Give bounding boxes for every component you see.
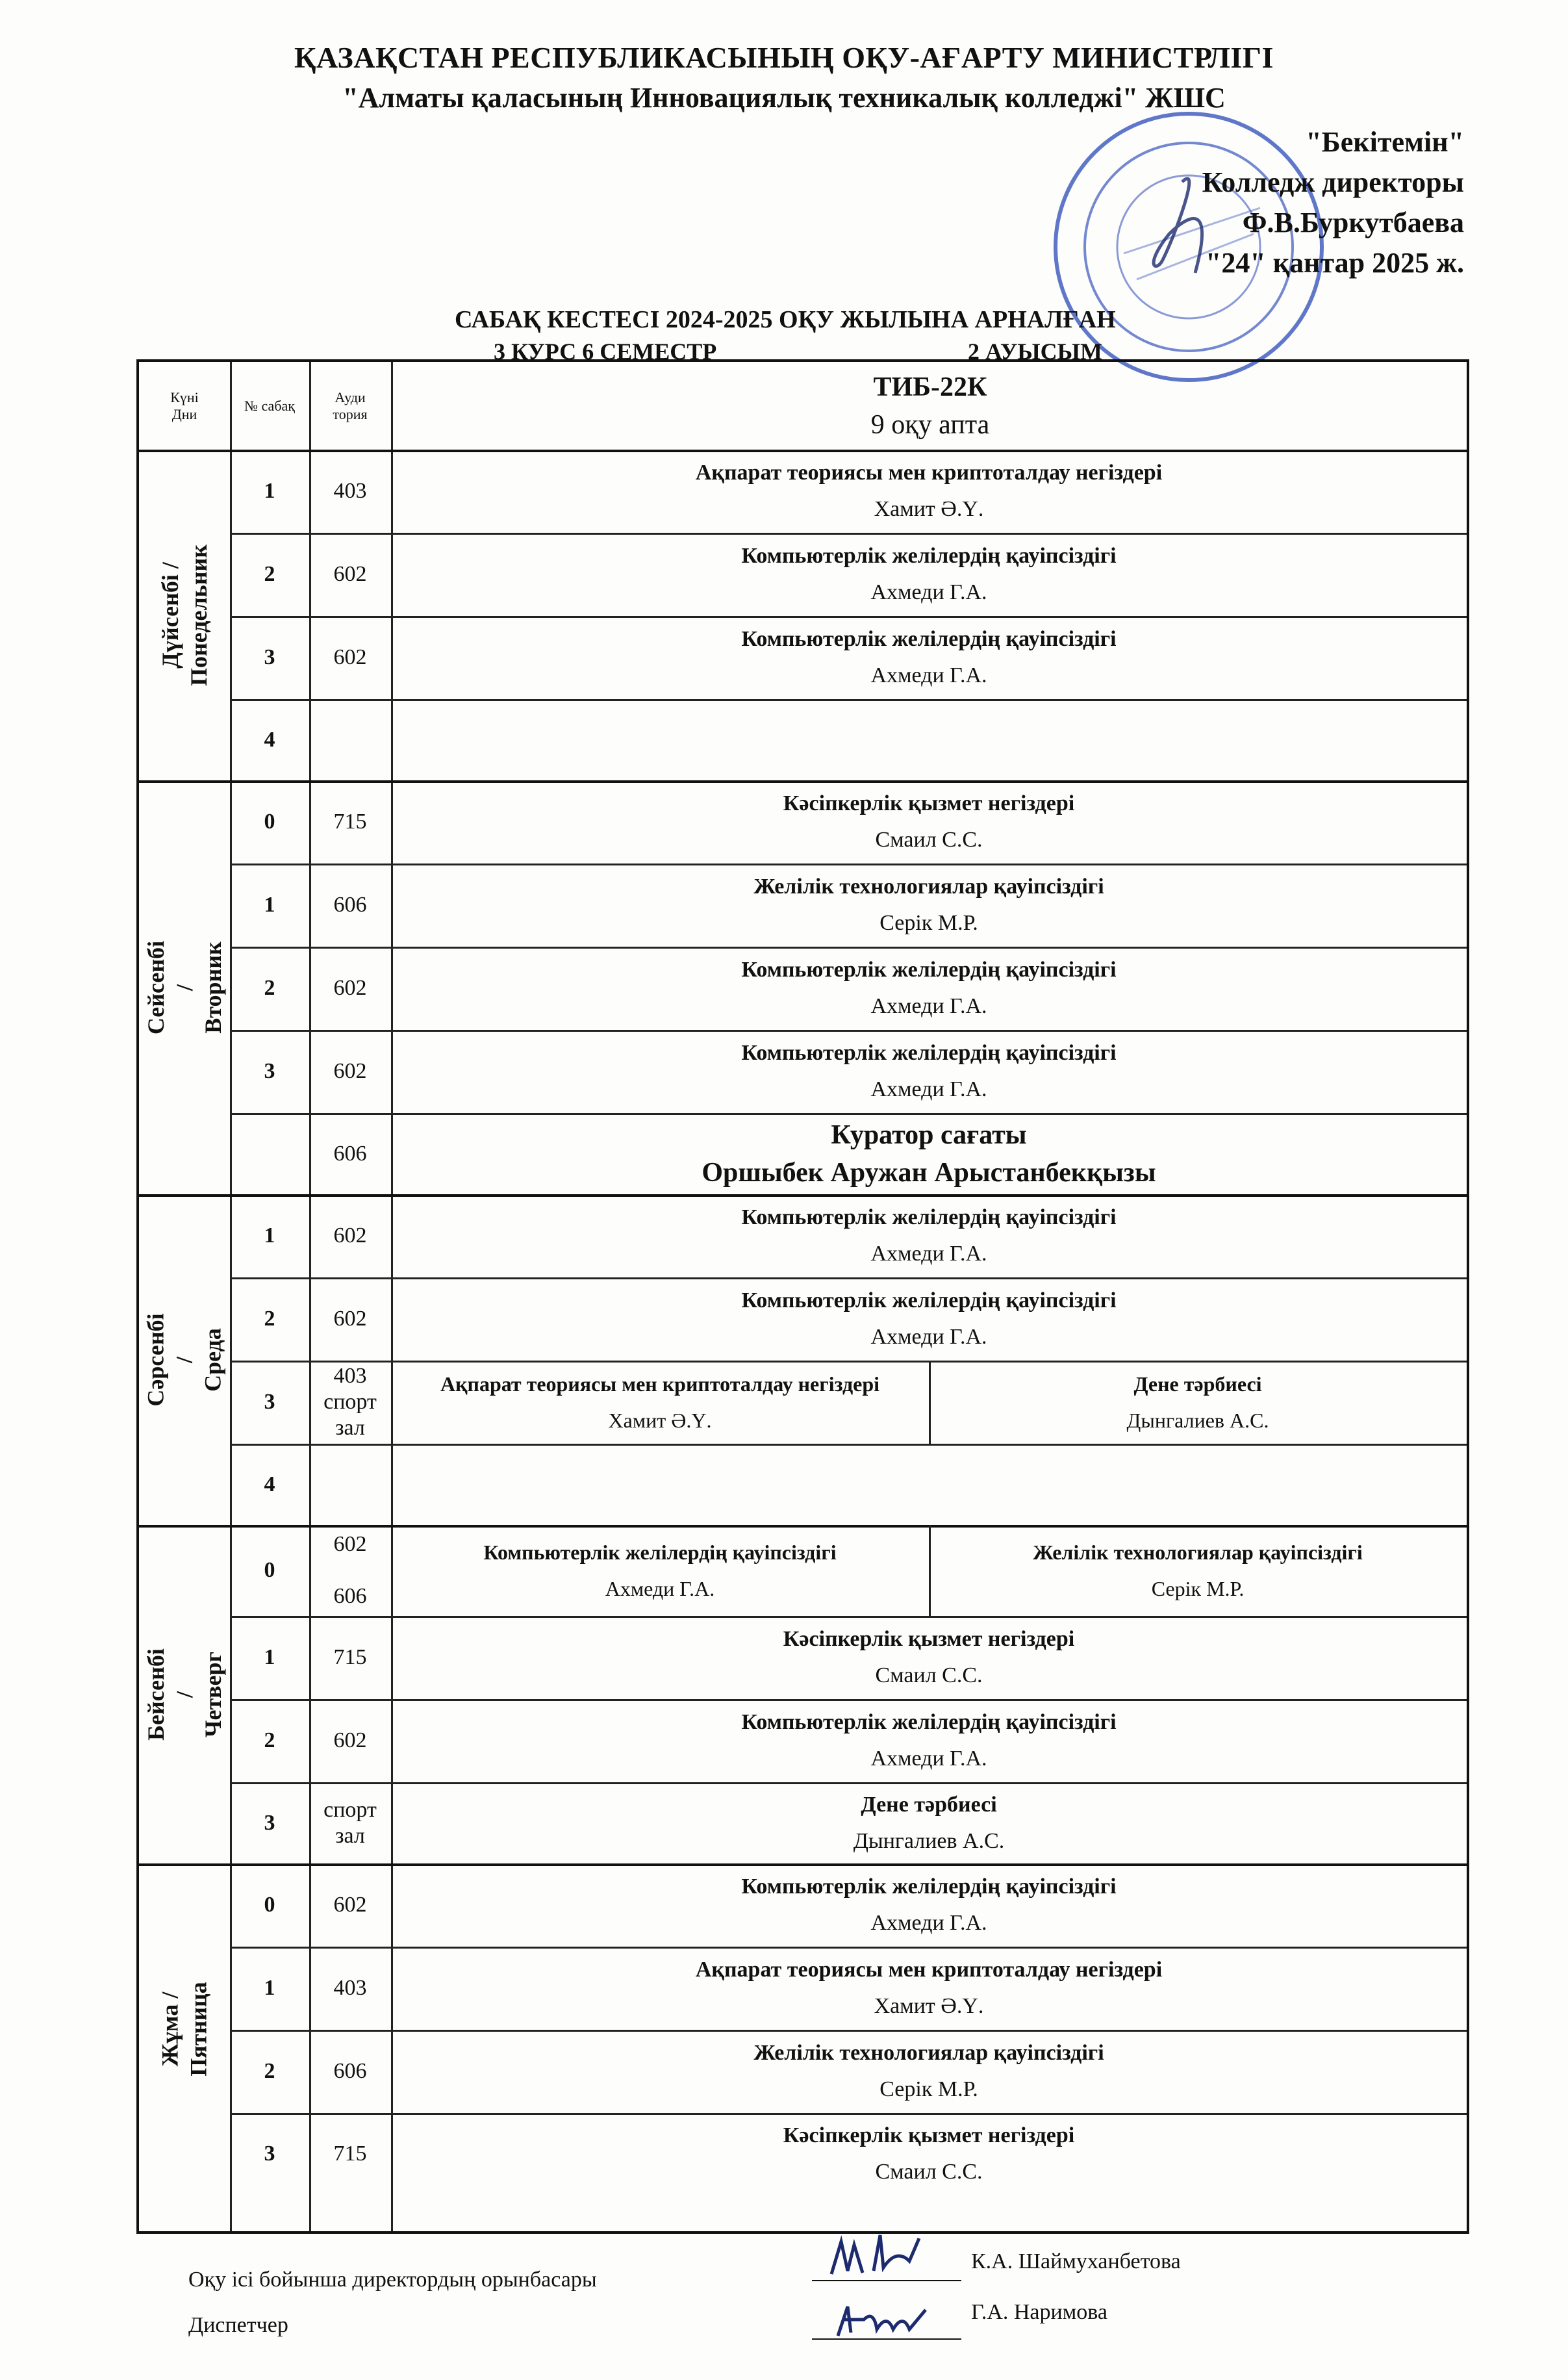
room-number: 715 xyxy=(333,2141,367,2166)
teacher-name: Хамит Ә.Ү. xyxy=(874,497,984,521)
subject-name: Компьютерлік желілердің қауіпсіздігі xyxy=(741,1710,1117,1734)
lesson-number xyxy=(230,1113,309,1194)
lesson-number: 2 xyxy=(264,1307,275,1331)
room-number: 606 xyxy=(333,893,367,917)
lesson-cell xyxy=(391,1361,929,1444)
approval-date: "24" қантар 2025 ж. xyxy=(1205,247,1464,279)
teacher-name: Хамит Ә.Ү. xyxy=(608,1409,712,1432)
teacher-name: Дынгалиев А.С. xyxy=(1126,1409,1269,1432)
lesson-cell xyxy=(391,1194,1467,1277)
subject-name: Дене тәрбиесі xyxy=(861,1792,997,1817)
college-title: "Алматы қаласының Инновациялық техникалық колледжі" ЖШС xyxy=(342,82,1226,114)
day-name xyxy=(139,1863,230,2194)
room-number: 403 xyxy=(333,1976,367,2000)
lesson-cell xyxy=(391,1947,1467,2030)
lesson-number: 1 xyxy=(264,1645,275,1669)
week-number: 9 оқу апта xyxy=(870,409,990,440)
subject-name: Компьютерлік желілердің қауіпсіздігі xyxy=(741,544,1117,568)
lesson-number: 1 xyxy=(264,1223,275,1248)
subject-name: Компьютерлік желілердің қауіпсіздігі xyxy=(741,1041,1117,1065)
lesson-cell xyxy=(929,1361,1467,1444)
day-label: Сәрсенбі / Среда xyxy=(143,1312,227,1407)
teacher-name: Ахмеди Г.А. xyxy=(870,1325,987,1349)
lesson-cell xyxy=(929,1525,1467,1616)
deputy-name: К.А. Шаймуханбетова xyxy=(971,2249,1181,2273)
room-number: 602 xyxy=(333,976,367,1000)
subject-name: Дене тәрбиесі xyxy=(1133,1372,1262,1396)
subject-name: Компьютерлік желілердің қауіпсіздігі xyxy=(741,1288,1117,1312)
lesson-cell xyxy=(391,780,1467,864)
day-label: Бейсенбі / Четверг xyxy=(143,1648,227,1741)
lesson-number: 2 xyxy=(264,1728,275,1752)
subject-name: Ақпарат теориясы мен криптоталдау негіздері xyxy=(695,1958,1163,1982)
room-number: 602 xyxy=(333,562,367,586)
lesson-cell xyxy=(391,2030,1467,2113)
lesson-cell xyxy=(391,616,1467,699)
lesson-number: 3 xyxy=(264,1059,275,1083)
subject-name: Желілік технологиялар қауіпсіздігі xyxy=(753,2041,1104,2065)
subject-name: Кәсіпкерлік қызмет негіздері xyxy=(783,791,1075,815)
subject-name: Компьютерлік желілердің қауіпсіздігі xyxy=(741,1875,1117,1899)
dispatcher-name: Г.А. Наримова xyxy=(971,2300,1107,2324)
lesson-cell xyxy=(391,533,1467,616)
lesson-cell xyxy=(391,2113,1467,2194)
lesson-number: 0 xyxy=(264,1893,275,1917)
lesson-number: 3 xyxy=(264,2141,275,2166)
room-number: 602 606 xyxy=(333,1532,367,1608)
day-label: Сейсенбі / Вторник xyxy=(143,940,226,1034)
lesson-cell xyxy=(391,1444,1467,1525)
day-label: Дүйсенбі / Понедельник xyxy=(157,544,212,686)
teacher-name: Ахмеди Г.А. xyxy=(870,580,987,604)
lesson-number: 1 xyxy=(264,893,275,917)
teacher-name: Ахмеди Г.А. xyxy=(870,1747,987,1771)
teacher-name: Серік М.Р. xyxy=(1151,1577,1245,1600)
lesson-cell xyxy=(391,1277,1467,1361)
room-number: 403 xyxy=(333,479,367,503)
teacher-name: Хамит Ә.Ү. xyxy=(874,1994,984,2018)
lesson-cell xyxy=(391,947,1467,1030)
room-number: спорт зал xyxy=(323,1797,377,1848)
room-number: 602 xyxy=(333,1893,367,1917)
teacher-name: Ахмеди Г.А. xyxy=(870,1911,987,1935)
lesson-cell xyxy=(391,1030,1467,1113)
teacher-name: Оршыбек Аружан Арыстанбекқызы xyxy=(702,1157,1156,1188)
subject-name: Желілік технологиялар қауіпсіздігі xyxy=(753,875,1104,899)
subject-name: Компьютерлік желілердің қауіпсіздігі xyxy=(741,1205,1117,1229)
room-number: 403 спорт зал xyxy=(323,1364,377,1440)
subject-name: Компьютерлік желілердің қауіпсіздігі xyxy=(741,958,1117,982)
room-number: 602 xyxy=(333,1307,367,1331)
room-number: 602 xyxy=(333,1059,367,1083)
teacher-name: Серік М.Р. xyxy=(879,911,978,935)
subject-name: Ақпарат теориясы мен криптоталдау негіздері xyxy=(440,1372,880,1396)
room-number: 602 xyxy=(333,1223,367,1248)
shift-label: 2 АУЫСЫМ xyxy=(968,339,1102,365)
lesson-cell xyxy=(391,864,1467,947)
course-semester: 3 КУРС 6 СЕМЕСТР xyxy=(494,339,717,365)
teacher-name: Смаил С.С. xyxy=(875,828,983,852)
subject-name: Куратор сағаты xyxy=(831,1120,1027,1150)
header-lesson-number: № сабақ xyxy=(244,397,295,414)
lesson-cell xyxy=(391,1863,1467,1947)
room-number: 715 xyxy=(333,1645,367,1669)
room-number: 715 xyxy=(333,810,367,834)
subject-name: Ақпарат теориясы мен криптоталдау негіздері xyxy=(695,461,1163,485)
approval-director-name: Ф.В.Буркутбаева xyxy=(1242,207,1464,238)
subject-name: Компьютерлік желілердің қауіпсіздігі xyxy=(741,627,1117,651)
room-number: 606 xyxy=(333,1141,367,1166)
room-number xyxy=(309,1444,391,1525)
teacher-name: Ахмеди Г.А. xyxy=(870,1242,987,1266)
lesson-number: 4 xyxy=(264,727,275,752)
lesson-number: 4 xyxy=(264,1472,275,1496)
dispatcher-signature-icon xyxy=(812,2284,968,2355)
teacher-name: Смаил С.С. xyxy=(875,2159,983,2184)
day-name xyxy=(139,780,230,1194)
teacher-name: Смаил С.С. xyxy=(875,1663,983,1687)
teacher-name: Ахмеди Г.А. xyxy=(870,1077,987,1101)
lesson-number: 2 xyxy=(264,976,275,1000)
subject-name: Кәсіпкерлік қызмет негіздері xyxy=(783,1627,1075,1651)
room-number: 602 xyxy=(333,1728,367,1752)
lesson-cell xyxy=(391,1699,1467,1782)
lesson-cell xyxy=(391,1113,1467,1194)
room-number: 602 xyxy=(333,645,367,669)
group-name: ТИБ-22К xyxy=(873,372,987,402)
day-name xyxy=(139,450,230,780)
lesson-number: 3 xyxy=(264,1390,275,1414)
schedule-table xyxy=(136,359,1469,2234)
dispatcher-title: Диспетчер xyxy=(188,2313,288,2337)
day-label: Жұма / Пятница xyxy=(157,1981,212,2077)
schedule-title: САБАҚ КЕСТЕСІ 2024-2025 ОҚУ ЖЫЛЫНА АРНАЛҒАН xyxy=(455,306,1116,333)
lesson-number: 2 xyxy=(264,2059,275,2083)
deputy-title: Оқу ісі бойынша директордың орынбасары xyxy=(188,2268,597,2292)
lesson-number: 3 xyxy=(264,1810,275,1835)
lesson-number: 3 xyxy=(264,645,275,669)
subject-name: Желілік технологиялар қауіпсіздігі xyxy=(1033,1541,1363,1564)
teacher-name: Дынгалиев А.С. xyxy=(853,1828,1005,1853)
subject-name: Компьютерлік желілердің қауіпсіздігі xyxy=(483,1541,837,1564)
lesson-number: 0 xyxy=(264,1558,275,1582)
header-room: Ауди тория xyxy=(333,389,368,422)
lesson-number: 1 xyxy=(264,1976,275,2000)
ministry-title: ҚАЗАҚСТАН РЕСПУБЛИКАСЫНЫҢ ОҚУ-АҒАРТУ МИНИСТРЛІГІ xyxy=(294,41,1274,74)
day-name xyxy=(139,1194,230,1525)
lesson-number: 1 xyxy=(264,479,275,503)
lesson-cell xyxy=(391,1616,1467,1699)
subject-name: Кәсіпкерлік қызмет негіздері xyxy=(783,2123,1075,2147)
header-day: Күні Дни xyxy=(170,389,199,422)
lesson-cell xyxy=(391,1782,1467,1863)
approval-position: Колледж директоры xyxy=(1202,166,1464,198)
deputy-signature-icon xyxy=(812,2222,968,2294)
lesson-number: 2 xyxy=(264,562,275,586)
header-group xyxy=(391,362,1469,450)
teacher-name: Серік М.Р. xyxy=(879,2077,978,2101)
lesson-number: 0 xyxy=(264,810,275,834)
lesson-cell xyxy=(391,699,1467,780)
day-name xyxy=(139,1525,230,1863)
teacher-name: Ахмеди Г.А. xyxy=(870,663,987,687)
approval-label: "Бекітемін" xyxy=(1306,126,1464,158)
teacher-name: Ахмеди Г.А. xyxy=(870,994,987,1018)
lesson-cell xyxy=(391,1525,929,1616)
lesson-cell xyxy=(391,450,1467,533)
teacher-name: Ахмеди Г.А. xyxy=(605,1577,715,1600)
room-number: 606 xyxy=(333,2059,367,2083)
room-number xyxy=(309,699,391,780)
